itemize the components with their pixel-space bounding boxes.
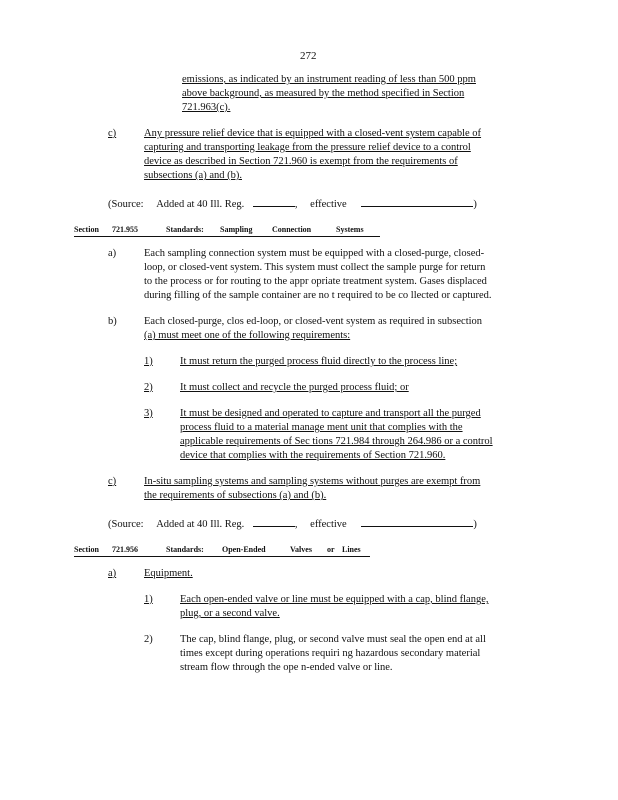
text-line: device that complies with the requirements of Section 721.960. bbox=[180, 450, 446, 461]
section-number: 721.955 bbox=[112, 225, 138, 234]
source-label: (Source: bbox=[108, 519, 144, 530]
text-line: stream flow through the ope n-ended valve or line. bbox=[180, 662, 393, 673]
text-line: Any pressure relief device that is equipped with a closed-vent system capable of bbox=[144, 128, 482, 139]
page-number: 272 bbox=[300, 50, 317, 62]
subsection-marker: b) bbox=[108, 316, 117, 327]
item-marker: 2) bbox=[144, 634, 153, 645]
section-title-word: or bbox=[327, 545, 335, 554]
source-note bbox=[108, 196, 477, 211]
subsection-marker: a) bbox=[108, 568, 117, 579]
subsection-heading: Equipment. bbox=[144, 568, 193, 579]
text-line: capturing and transporting leakage from the pressure relief device to a control bbox=[144, 142, 471, 153]
text-line: times except during operations requiri ng hazardous secondary material bbox=[180, 648, 481, 659]
text-line: emissions, as indicated by an instrument reading of less than 500 ppm bbox=[182, 74, 476, 85]
effective-label: effective bbox=[310, 199, 347, 210]
section-number: 721.956 bbox=[112, 545, 138, 554]
text-line: the requirements of subsections (a) and (b). bbox=[144, 490, 327, 501]
text-line: above background, as measured by the method specified in Section bbox=[182, 88, 465, 99]
section-label: Section bbox=[74, 545, 99, 554]
section-title-word: Lines bbox=[342, 545, 361, 554]
text-line: It must return the purged process fluid directly to the process line; bbox=[180, 356, 458, 367]
text-line: It must collect and recycle the purged process fluid; or bbox=[180, 382, 409, 393]
source-label: (Source: bbox=[108, 199, 144, 210]
text-line: It must be designed and operated to capture and transport all the purged bbox=[180, 408, 481, 419]
text-line: applicable requirements of Sec tions 721.984 through 264.986 or a control bbox=[180, 436, 493, 447]
subsection-marker: c) bbox=[108, 128, 117, 139]
source-note bbox=[108, 516, 477, 531]
effective-label: effective bbox=[310, 519, 347, 530]
text-line: 721.963(c). bbox=[182, 102, 231, 113]
text-line: Each sampling connection system must be equipped with a closed-purge, closed- bbox=[144, 248, 485, 259]
section-title-word: Valves bbox=[290, 545, 312, 554]
item-marker: 1) bbox=[144, 594, 153, 605]
heading-underline bbox=[74, 236, 380, 237]
section-title-word: Connection bbox=[272, 225, 312, 234]
text-line: Each closed-purge, clos ed-loop, or closed-vent system as required in subsection bbox=[144, 316, 483, 327]
text-line: device as described in Section 721.960 is exempt from the requirements of bbox=[144, 156, 458, 167]
text-line: subsections (a) and (b). bbox=[144, 170, 242, 181]
close-paren: ) bbox=[473, 199, 477, 210]
reg-blank bbox=[253, 516, 295, 527]
effective-blank bbox=[361, 516, 473, 527]
section-title-word: Systems bbox=[336, 225, 364, 234]
item-marker: 2) bbox=[144, 382, 153, 393]
section-title-word: Sampling bbox=[220, 225, 253, 234]
source-text: Added at 40 Ill. Reg. bbox=[156, 199, 245, 210]
text-line: to the process or for routing to the appr opriate treatment system. Gases displaced bbox=[144, 276, 487, 287]
text-line: The cap, blind flange, plug, or second valve must seal the open end at all bbox=[180, 634, 486, 645]
section-title-word: Standards: bbox=[166, 225, 204, 234]
section-label: Section bbox=[74, 225, 99, 234]
text-line: Each open-ended valve or line must be equipped with a cap, blind flange, bbox=[180, 594, 489, 605]
effective-blank bbox=[361, 196, 473, 207]
text-line: process fluid to a material manage ment unit that complies with the bbox=[180, 422, 463, 433]
close-paren: ) bbox=[473, 519, 477, 530]
heading-underline bbox=[74, 556, 370, 557]
text-line: loop, or closed-vent system. This system must collect the sample purge for return bbox=[144, 262, 486, 273]
subsection-marker: a) bbox=[108, 248, 117, 259]
section-title-word: Open-Ended bbox=[222, 545, 266, 554]
item-marker: 3) bbox=[144, 408, 153, 419]
text-line: during filling of the sample container are no t required to be co llected or captured. bbox=[144, 290, 492, 301]
source-text: Added at 40 Ill. Reg. bbox=[156, 519, 245, 530]
text-line: plug, or a second valve. bbox=[180, 608, 280, 619]
item-marker: 1) bbox=[144, 356, 153, 367]
subsection-marker: c) bbox=[108, 476, 117, 487]
reg-blank bbox=[253, 196, 295, 207]
text-line: In-situ sampling systems and sampling systems without purges are exempt from bbox=[144, 476, 481, 487]
comma: , bbox=[294, 199, 298, 210]
text-line: (a) must meet one of the following requirements: bbox=[144, 330, 351, 341]
section-title-word: Standards: bbox=[166, 545, 204, 554]
comma: , bbox=[294, 519, 298, 530]
